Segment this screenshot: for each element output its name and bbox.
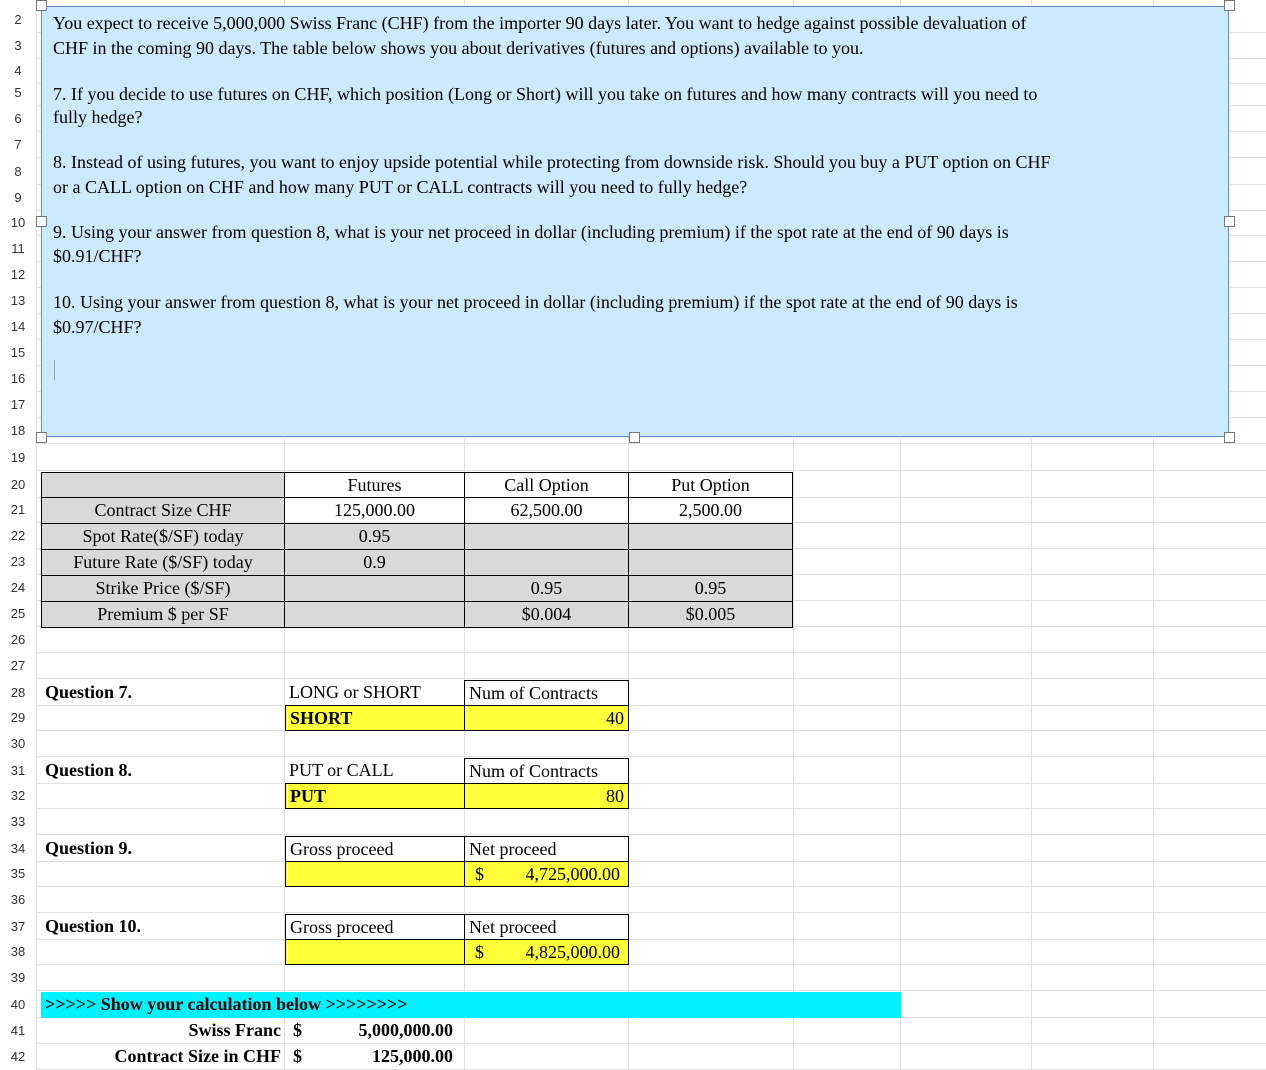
table-row-label[interactable]: Premium $ per SF — [41, 601, 285, 628]
table-header-call-option[interactable]: Call Option — [464, 472, 629, 498]
row-gridline — [36, 886, 1266, 887]
q10-net-value: 4,825,000.00 — [525, 942, 620, 962]
q7-contracts-header[interactable]: Num of Contracts — [464, 680, 629, 706]
q10-gross-answer[interactable] — [285, 939, 465, 965]
table-row-label[interactable]: Contract Size CHF — [41, 497, 285, 524]
row-number[interactable]: 30 — [10, 736, 26, 751]
q8-option-answer[interactable]: PUT — [285, 783, 465, 809]
table-row-label[interactable]: Future Rate ($/SF) today — [41, 549, 285, 576]
q7-position-header[interactable]: LONG or SHORT — [289, 682, 421, 702]
q9-currency-symbol: $ — [475, 864, 484, 884]
q10-gross-header[interactable]: Gross proceed — [285, 914, 465, 940]
q10-net-header[interactable]: Net proceed — [464, 914, 629, 940]
contract-size-value: 125,000.00 — [372, 1046, 453, 1066]
table-cell-futures[interactable] — [284, 575, 465, 602]
table-header-blank[interactable] — [41, 472, 285, 498]
table-cell-call[interactable]: 62,500.00 — [464, 497, 629, 524]
resize-handle-bottom-right[interactable] — [1224, 432, 1235, 443]
question-10-label[interactable]: Question 10. — [45, 916, 142, 936]
row-gridline — [36, 808, 1266, 809]
table-cell-futures[interactable]: 0.95 — [284, 523, 465, 550]
row-number[interactable]: 9 — [14, 190, 22, 205]
table-cell-futures[interactable] — [284, 601, 465, 628]
q10-currency-symbol: $ — [475, 942, 484, 962]
q8-text-line-2: or a CALL option on CHF and how many PUT or CALL contracts will you need to fully hedge? — [53, 177, 748, 197]
row-number[interactable]: 11 — [11, 241, 25, 256]
table-header-put-option[interactable]: Put Option — [628, 472, 793, 498]
contract-size-currency: $ — [293, 1046, 302, 1066]
row-number[interactable]: 10 — [10, 215, 26, 230]
q7-text-line-1: 7. If you decide to use futures on CHF, which position (Long or Short) will you take on futures and how many contracts will you need to — [53, 84, 1038, 104]
text-cursor — [54, 360, 55, 380]
q9-text-line-1: 9. Using your answer from question 8, what is your net proceed in dollar (including premium) if the spot rate at the end of 90 days is — [53, 222, 1009, 242]
row-number[interactable]: 16 — [10, 371, 26, 386]
resize-handle-bottom-middle[interactable] — [629, 432, 640, 443]
row-number[interactable]: 26 — [10, 632, 26, 647]
table-cell-call[interactable]: 0.95 — [464, 575, 629, 602]
row-number[interactable]: 32 — [10, 788, 26, 803]
row-number[interactable]: 12 — [10, 267, 26, 282]
intro-line-2: CHF in the coming 90 days. The table below shows you about derivatives (futures and options) available to you. — [53, 38, 864, 58]
q9-net-header[interactable]: Net proceed — [464, 836, 629, 862]
row-number[interactable]: 34 — [10, 841, 26, 856]
row-number[interactable]: 21 — [10, 502, 26, 517]
question-9-label[interactable]: Question 9. — [45, 838, 133, 858]
row-number[interactable]: 5 — [14, 85, 22, 100]
table-row-label[interactable]: Strike Price ($/SF) — [41, 575, 285, 602]
row-number[interactable]: 27 — [10, 658, 26, 673]
row-number[interactable]: 42 — [10, 1049, 26, 1064]
resize-handle-bottom-left[interactable] — [36, 432, 47, 443]
row-number[interactable]: 22 — [10, 528, 26, 543]
table-cell-futures[interactable]: 0.9 — [284, 549, 465, 576]
resize-handle-middle-left[interactable] — [36, 216, 47, 227]
row-number[interactable]: 14 — [10, 319, 26, 334]
row-number[interactable]: 23 — [10, 554, 26, 569]
row-number[interactable]: 40 — [10, 997, 26, 1012]
row-number[interactable]: 38 — [10, 944, 26, 959]
row-gridline — [36, 652, 1266, 653]
contract-size-amount[interactable] — [285, 1044, 465, 1070]
q8-text-line-1: 8. Instead of using futures, you want to enjoy upside potential while protecting from downside risk. Should you buy a PUT option on CHF — [53, 152, 1051, 172]
row-gridline — [36, 912, 1266, 913]
row-gridline — [36, 964, 1266, 965]
row-gridline — [36, 730, 1266, 731]
table-cell-put[interactable]: 0.95 — [628, 575, 793, 602]
row-number[interactable]: 24 — [10, 580, 26, 595]
column-gridline — [36, 0, 37, 1069]
question-8-label[interactable]: Question 8. — [45, 760, 133, 780]
row-number[interactable]: 4 — [14, 63, 22, 78]
row-number[interactable]: 15 — [10, 345, 26, 360]
q9-gross-answer[interactable] — [285, 861, 465, 887]
table-cell-put[interactable]: 2,500.00 — [628, 497, 793, 524]
question-7-label[interactable]: Question 7. — [45, 682, 133, 702]
swiss-franc-amount[interactable] — [285, 1018, 465, 1044]
row-gridline — [36, 834, 1266, 835]
row-number[interactable]: 31 — [10, 763, 26, 778]
table-cell-call[interactable] — [464, 549, 629, 576]
row-number[interactable]: 8 — [14, 164, 22, 179]
question-text-box[interactable] — [41, 6, 1229, 437]
calculation-banner[interactable]: >>>>> Show your calculation below >>>>>>>> — [41, 992, 901, 1018]
q7-text-line-2: fully hedge? — [53, 107, 143, 127]
swiss-franc-label[interactable]: Swiss Franc — [188, 1020, 281, 1040]
row-number[interactable]: 13 — [10, 293, 26, 308]
row-number[interactable]: 35 — [10, 866, 26, 881]
q9-net-value: 4,725,000.00 — [525, 864, 620, 884]
row-gridline — [36, 990, 1266, 991]
resize-handle-middle-right[interactable] — [1224, 216, 1235, 227]
q10-text-line-2: $0.97/CHF? — [53, 317, 142, 337]
q8-contracts-answer[interactable]: 80 — [464, 783, 629, 809]
row-number[interactable]: 39 — [10, 970, 26, 985]
contract-size-label[interactable]: Contract Size in CHF — [114, 1046, 281, 1066]
row-number[interactable]: 33 — [10, 814, 26, 829]
q10-net-answer[interactable] — [464, 939, 629, 965]
row-number[interactable]: 18 — [10, 423, 26, 438]
row-number[interactable]: 28 — [10, 685, 26, 700]
q9-gross-header[interactable]: Gross proceed — [285, 836, 465, 862]
row-number[interactable]: 29 — [10, 710, 26, 725]
row-number[interactable]: 36 — [10, 892, 26, 907]
row-gridline — [36, 756, 1266, 757]
q9-net-answer[interactable] — [464, 861, 629, 887]
q7-contracts-answer[interactable]: 40 — [464, 705, 629, 731]
swiss-franc-value: 5,000,000.00 — [358, 1020, 453, 1040]
table-cell-futures[interactable]: 125,000.00 — [284, 497, 465, 524]
row-number[interactable]: 41 — [10, 1023, 26, 1038]
row-gridline — [36, 443, 1266, 444]
row-number[interactable]: 3 — [14, 38, 22, 53]
row-number[interactable]: 25 — [10, 606, 26, 621]
q8-contracts-header[interactable]: Num of Contracts — [464, 758, 629, 784]
row-number[interactable]: 2 — [14, 12, 22, 27]
intro-line-1: You expect to receive 5,000,000 Swiss Franc (CHF) from the importer 90 days later. You want to hedge against possible devaluation of — [53, 13, 1027, 33]
row-gridline — [36, 470, 1266, 471]
q10-text-line-1: 10. Using your answer from question 8, what is your net proceed in dollar (including premium) if the spot rate at the end of 90 days is — [53, 292, 1018, 312]
q8-option-header[interactable]: PUT or CALL — [289, 760, 394, 780]
q7-position-answer[interactable]: SHORT — [285, 705, 465, 731]
table-row-label[interactable]: Spot Rate($/SF) today — [41, 523, 285, 550]
row-number[interactable]: 6 — [14, 111, 22, 126]
table-cell-put[interactable] — [628, 523, 793, 550]
row-number[interactable]: 19 — [10, 450, 26, 465]
q9-text-line-2: $0.91/CHF? — [53, 246, 142, 266]
table-cell-call[interactable]: $0.004 — [464, 601, 629, 628]
table-cell-call[interactable] — [464, 523, 629, 550]
table-header-futures[interactable]: Futures — [284, 472, 465, 498]
row-number[interactable]: 37 — [10, 919, 26, 934]
row-number[interactable]: 17 — [10, 397, 26, 412]
table-cell-put[interactable] — [628, 549, 793, 576]
table-cell-put[interactable]: $0.005 — [628, 601, 793, 628]
swiss-franc-currency: $ — [293, 1020, 302, 1040]
resize-handle-top-right[interactable] — [1224, 0, 1235, 11]
row-number[interactable]: 7 — [14, 137, 22, 152]
resize-handle-top-left[interactable] — [36, 0, 47, 11]
row-gridline — [36, 678, 1266, 679]
row-number[interactable]: 20 — [10, 477, 26, 492]
